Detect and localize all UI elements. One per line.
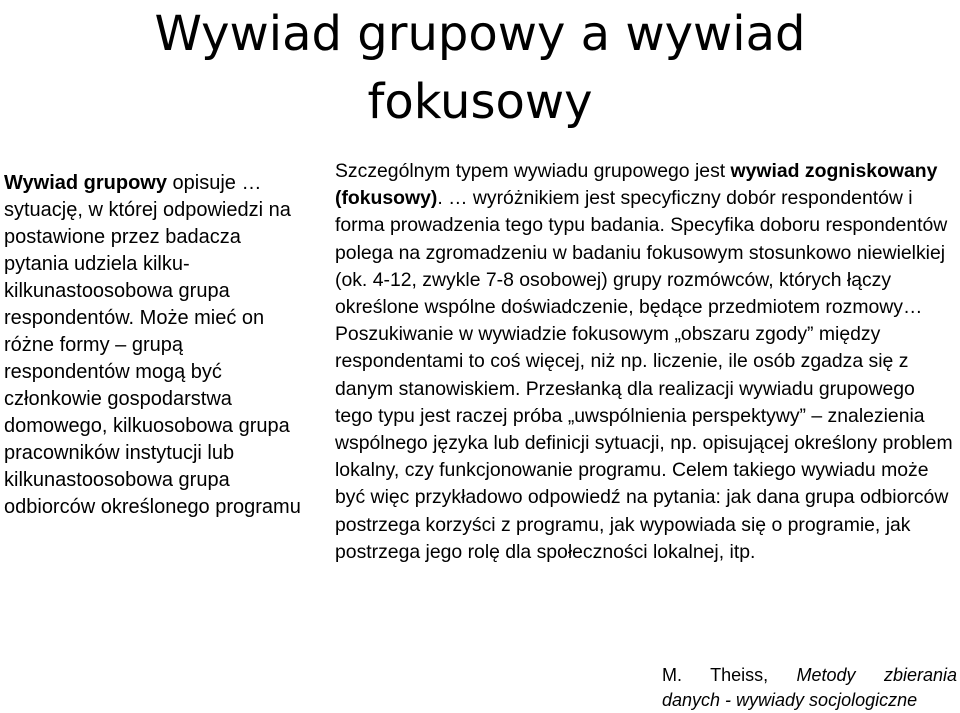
source-work-part2: danych - wywiady socjologiczne [662,690,918,710]
focus-interview-text: . … wyróżnikiem jest specyficzny dobór respondentów i forma prowadzenia tego typu badania. Specyfika doboru respondentów polega na zgromadzeniu w badaniu fokusowym stosunkowo niewielkiej (ok. 4-12, zwykle 7-8 osobowej) grupy rozmówców, których łączy określone wspólne doświadczenie, będące przedmiotem rozmowy… Poszukiwanie w wywiadzie fokusowym „obszaru zgody” między respondentami to coś więcej, niż np. liczenie, ile osób zgadza się z danym stanowiskiem. Przesłanką dla realizacji wywiadu grupowego tego typu jest raczej próba „uwspólnienia perspektywy” – znalezienia wspólnego języka lub definicji sytuacji, np. opisującej określony problem lokalny, czy funkcjonowanie programu. Celem takiego wywiadu może być więc przykładowo odpowiedź na pytania: jak dana grupa odbiorców postrzega korzyści z programu, jak wypowiada się o programie, jak postrzega jego rolę dla społeczności lokalnej, itp. [335,187,953,563]
source-citation [662,663,957,713]
source-author: M. Theiss, [662,665,797,685]
group-interview-definition [4,170,304,521]
focus-interview-term: wywiad zogniskowany (fokusowy) [335,160,938,210]
group-interview-text: opisuje … sytuację, w której odpowiedzi na postawione przez badacza pytania udziela kilku-kilkunastoosobowa grupa respondentów. Może mieć on różne formy – grupą respondentów mogą być członkowie gospodarstwa domowego, kilkuosobowa grupa pracowników instytucji lub kilkunastoosobowa grupa odbiorców określonego programu [4,172,301,518]
slide-title: Wywiad grupowy a wywiad fokusowy [154,6,806,130]
focus-interview-description [335,158,953,566]
source-work-part1: Metody zbierania [796,665,957,685]
group-interview-term: Wywiad grupowy [4,172,167,194]
source-line-1 [662,663,957,688]
focus-interview-intro: Szczególnym typem wywiadu grupowego jest [335,160,731,182]
